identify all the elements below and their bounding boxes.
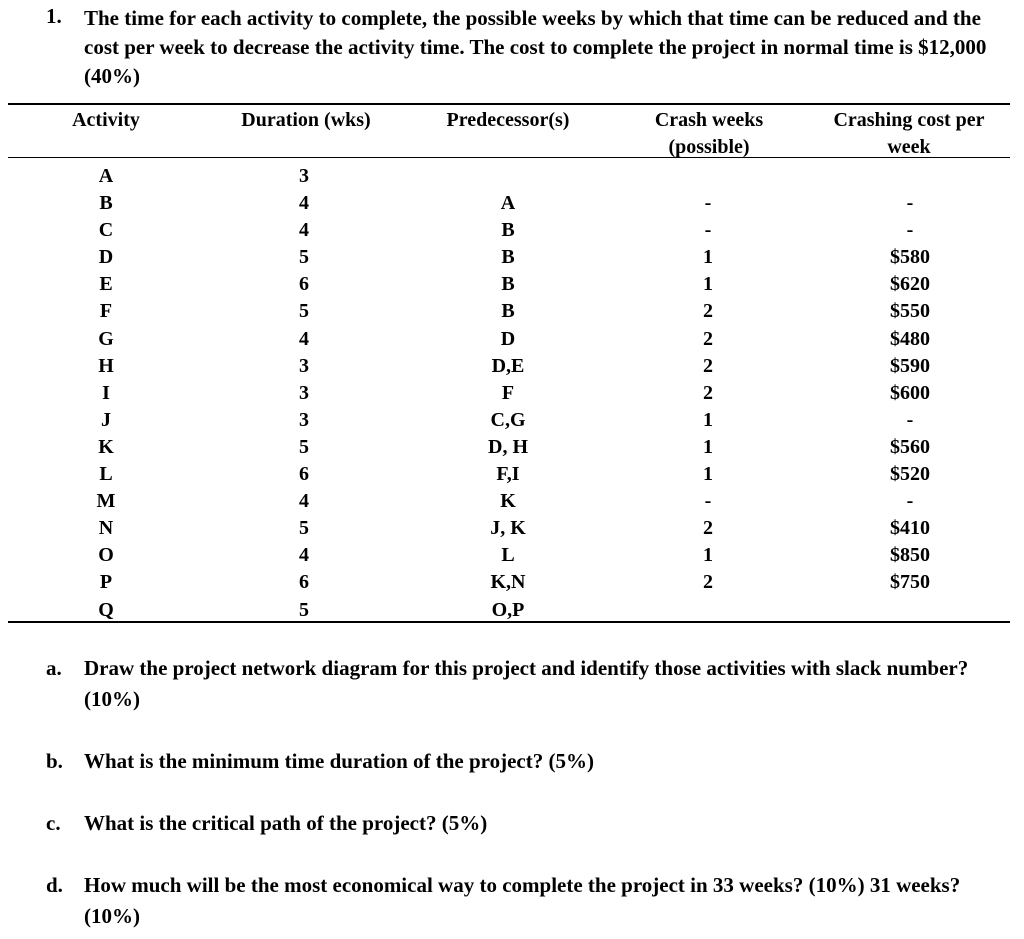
table-cell-activity: I [102,381,110,404]
table-cell-activity: H [98,354,114,377]
table-cell-crash-weeks: 2 [703,571,713,594]
table-cell-activity: O [98,544,114,567]
question-text: The time for each activity to complete, the possible weeks by which that time can be reduced and the cost per week to decrease the activity time. The cost to complete the project in normal time is $12,000 (40%) [84,6,987,88]
table-cell-predecessors: L [501,544,515,567]
table-cell-activity: C [98,219,114,242]
table-cell-activity: K [98,435,114,458]
table-cell-duration: 3 [299,165,309,187]
table-cell-crash-cost: $580 [890,246,930,269]
table-cell-predecessors: K,N [490,571,526,594]
table-cell-crash-cost: $410 [890,517,930,540]
subquestion-text: What is the minimum time duration of the project? (5%) [84,749,594,773]
table-cell-crash-cost: $480 [890,327,930,350]
table-cell-crash-weeks [668,597,748,624]
table-cell-duration: 6 [299,571,309,594]
table-cell-predecessors: B [501,219,515,242]
table-cell-predecessors: D,E [491,354,525,377]
table-cell-predecessors: B [501,273,515,296]
table-cell-activity: B [99,192,113,215]
table-cell-duration: 3 [299,354,309,377]
table-cell-activity: F [99,300,113,323]
subquestion-label: a. [46,656,62,680]
column-activity [74,163,138,624]
table-cell-duration: 4 [299,490,309,513]
table-cell-crash-cost: - [906,219,914,242]
table-cell-crash-weeks: 2 [703,327,713,350]
table-cell-duration: 3 [299,381,309,404]
table-cell-duration: 5 [299,517,309,540]
table-cell-predecessors [440,163,576,190]
table-cell-crash-weeks: 1 [703,435,713,458]
header-crash-weeks: Crash weeks (possible) [654,109,764,158]
table-cell-predecessors: F [501,381,515,404]
table-cell-crash-cost [860,163,960,190]
table-cell-activity: L [99,463,113,486]
table-cell-crash-weeks: - [704,219,712,242]
table-cell-crash-cost: $560 [890,435,930,458]
table-cell-duration: 6 [299,463,309,486]
table-cell-activity: Q [98,598,114,621]
header-duration: Duration (wks) [241,109,371,131]
table-cell-duration: 4 [299,327,309,350]
table-cell-predecessors: A [500,192,516,215]
table-cell-predecessors: B [501,246,515,269]
table-cell-crash-cost: $550 [890,300,930,323]
column-duration [272,163,336,624]
table-cell-predecessors: B [501,300,515,323]
table-cell-duration: 6 [299,273,309,296]
subquestion-text: Draw the project network diagram for this project and identify those activities with slack number? (10%) [84,656,969,711]
subquestion-label: b. [46,749,63,773]
table-cell-crash-weeks: 1 [703,463,713,486]
table-cell-crash-cost: - [906,192,914,215]
table-cell-predecessors: J, K [490,517,526,540]
table-cell-duration: 5 [299,598,309,621]
table-cell-activity: D [98,246,114,269]
table-cell-crash-weeks: 1 [703,544,713,567]
table-cell-duration: 4 [299,219,309,242]
column-crash-weeks [668,163,748,624]
table-cell-activity: E [99,273,113,296]
table-cell-crash-weeks: 2 [703,381,713,404]
table-cell-predecessors: C,G [490,408,526,431]
table-cell-activity: M [96,490,116,513]
table-cell-crash-weeks: - [704,490,712,513]
table-cell-crash-weeks: 2 [703,300,713,323]
subquestion-label: d. [46,873,63,897]
table-cell-crash-weeks: - [704,192,712,215]
table-cell-crash-weeks: 2 [703,517,713,540]
header-crash-cost: Crashing cost per week [833,109,985,158]
table-cell-crash-cost: $520 [890,463,930,486]
header-predecessors: Predecessor(s) [446,109,570,131]
table-cell-duration: 3 [299,408,309,431]
table-cell-predecessors: D [500,327,516,350]
header-activity: Activity [72,109,140,131]
table-cell-crash-cost: $620 [890,273,930,296]
table-cell-predecessors: D, H [488,435,528,458]
subquestion-text: What is the critical path of the project? (5%) [84,811,488,835]
subquestion-label: c. [46,811,61,835]
table-cell-crash-weeks: 1 [703,246,713,269]
question-number: 1. [46,4,62,28]
table-cell-duration: 4 [299,544,309,567]
table-cell-duration: 5 [299,246,309,269]
table-cell-crash-cost [860,597,960,624]
table-cell-crash-cost: $590 [890,354,930,377]
table-cell-crash-cost: - [906,490,914,513]
table-cell-crash-weeks [668,163,748,190]
table-cell-crash-cost: $850 [890,544,930,567]
table-cell-crash-cost: - [906,408,914,431]
table-cell-crash-weeks: 2 [703,354,713,377]
table-cell-duration: 4 [299,192,309,215]
table-cell-crash-cost: $750 [890,571,930,594]
table-cell-predecessors: O,P [491,598,525,621]
table-cell-activity: A [98,165,114,187]
column-crash-cost [860,163,960,624]
subquestion-text: How much will be the most economical way to complete the project in 33 weeks? (10%) 31 weeks?(10%) [84,873,961,928]
table-cell-duration: 5 [299,435,309,458]
table-cell-duration: 5 [299,300,309,323]
table-cell-crash-weeks: 1 [703,408,713,431]
table-cell-activity: G [98,327,114,350]
table-cell-crash-weeks: 1 [703,273,713,296]
table-cell-crash-cost: $600 [890,381,930,404]
table-cell-predecessors: K [500,490,516,513]
table-cell-predecessors: F,I [496,463,520,486]
table-cell-activity: N [98,517,114,540]
table-cell-activity: P [99,571,113,594]
table-cell-activity: J [101,408,111,431]
column-predecessors [440,163,576,624]
table-top-rule [8,103,1010,105]
